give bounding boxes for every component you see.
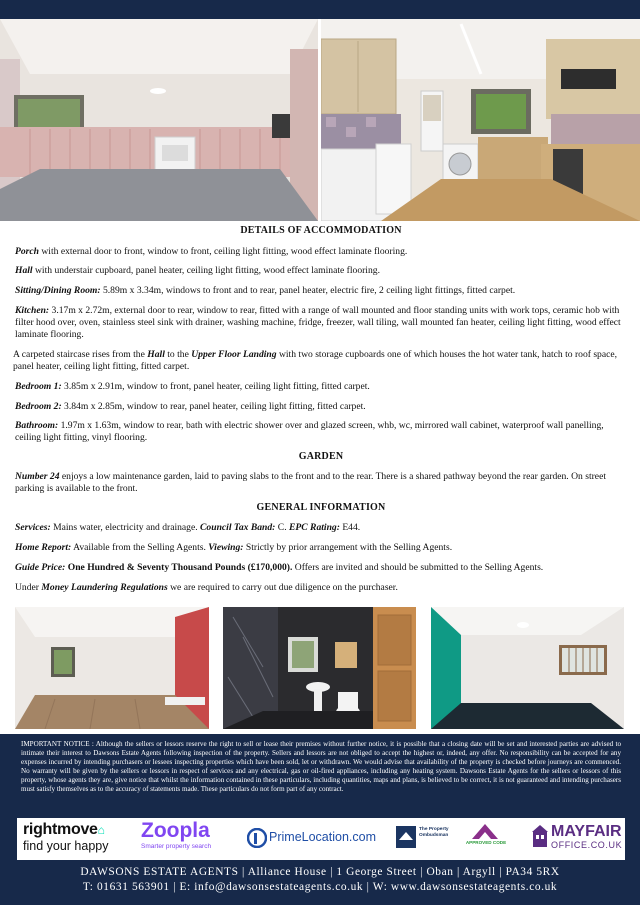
porch-text: with external door to front, window to front, ceiling light fitting, wood effect laminate flooring. [38,245,408,257]
kitchen-photo [321,19,640,221]
rightmove-wordmark: rightmove [23,821,98,838]
staircase-text: with two storage cupboards one of which houses the hot water tank, hatch to roof space, panel heater, ceiling light fitting, fitted carpet. [13,348,618,372]
services-label: Services: [15,521,51,533]
primelocation-wordmark: PrimeLocation.com [269,830,376,844]
mayfair-domain: OFFICE.CO.UK [551,840,623,850]
kitchen-line [15,305,627,341]
money-laundering-line [15,582,627,594]
kitchen-text: 3.17m x 2.72m, external door to rear, window to rear, fitted with a range of wall mounted and floor standing units with work tops, ceramic hob with filter hood over, oven, stainless steel sink with drainer, washing machine, fridge, freezer, wall tiling, wall mounted fan heater, ceiling light fitting, wood effect laminate flooring. [15,305,621,340]
viewing-label: Viewing: [208,541,244,553]
top-navy-bar [0,0,640,19]
garden-label: Number 24 [15,471,60,483]
bathroom-photo [223,607,416,729]
approved-code-logo[interactable] [463,822,509,854]
important-notice-text: IMPORTANT NOTICE : Although the sellers or lessors reserve the right to sell or lease their premises without further notice, it is possible that a closing date will be set and interested parties are advised to intimate their interest to Dawsons Estate Agents following inspection of the property. Sellers and lessors are not obliged to accept the highest or, indeed, any offer. No responsibility can be accepted for any expenses incurred by intending purchasers or lessees inspecting properties which have been sold, let or withdrawn. We would advise that availability of the property is checked before journeys are commenced. No warranty will be given by the sellers or lessors in respect of services and any electrical, gas or oil-fired appliances, including any heating system. Dawsons Estate Agents for the sellers or lessors of this property, whose agents they are, give notice that whilst the information contained in these particulars, including quantities, maps and plans, is believed to be correct, it is not guaranteed and intending purchasers must satisfy themselves as to the accuracy of statements made. These particulars do not form part of any contract. [21,740,621,794]
kitchen-label: Kitchen: [15,305,50,317]
ombudsman-house-icon [396,826,416,848]
zoopla-wordmark: Zoopla [141,819,210,842]
mayfair-building-icon [532,825,548,847]
primelocation-p-icon [247,828,267,848]
viewing-text: Strictly by prior arrangement with the Selling Agents. [243,541,453,553]
bedroom2-label: Bedroom 2: [15,400,62,412]
council-tax-label: Council Tax Band: [200,521,276,533]
money-laundering-pre: Under [15,581,42,593]
portal-logos-strip [17,818,625,860]
upper-landing-label: Upper Floor Landing [191,348,277,360]
bathroom-line [15,420,627,444]
sitting-text: 5.89m x 3.34m, windows to front and to rear, panel heater, electric fire, 2 ceiling light fittings, fitted carpet. [100,285,516,297]
guide-price-value: One Hundred & Seventy Thousand Pounds (£170,000). [65,561,293,573]
general-heading: GENERAL INFORMATION [256,502,386,513]
approved-code-roof-icon [472,822,498,839]
bedroom1-text: 3.85m x 2.91m, window to front, panel heater, ceiling light fitting, fitted carpet. [61,380,370,392]
home-report-text: Available from the Selling Agents. [71,541,209,553]
accommodation-details [15,224,627,594]
hall-label: Hall [15,265,33,277]
staircase-line [13,349,627,373]
money-laundering-label: Money Laundering Regulations [41,581,168,593]
agency-footer [0,865,640,895]
home-report-line [15,542,627,554]
garden-text: enjoys a low maintenance garden, laid to paving slabs to the front and to the rear. There is a shared pathway beyond the rear garden. On street parking is available to the front. [15,471,606,495]
bedroom2-line [15,401,627,413]
guide-price-text: Offers are invited and should be submitted to the Selling Agents. [292,561,544,573]
bedroom-green-wall-photo [431,607,624,729]
guide-price-label: Guide Price: [15,561,66,573]
services-text: Mains water, electricity and drainage. [50,521,201,533]
council-tax-value: C. [275,521,289,533]
hall-text: with understair cupboard, panel heater, ceiling light fitting, wood effect laminate flooring. [32,265,380,277]
guide-price-line [15,562,627,574]
bedroom2-text: 3.84m x 2.85m, window to rear, panel heater, ceiling light fitting, fitted carpet. [61,400,366,412]
staircase-hall: Hall [147,348,165,360]
sitting-room-photo [0,19,318,221]
epc-value: E44. [339,521,361,533]
bathroom-label: Bathroom: [15,420,59,432]
footer-contact[interactable]: T: 01631 563901 | E: info@dawsonsestateagents.co.uk | W: www.dawsonsestateagents.co.uk [82,881,558,893]
sitting-line [15,285,627,297]
hall-line [15,265,627,277]
epc-label: EPC Rating: [289,521,340,533]
staircase-text-mid: to the [164,348,192,360]
staircase-text-start: A carpeted staircase rises from the [13,348,148,360]
property-ombudsman-logo[interactable] [396,824,454,850]
mayfair-wordmark: MAYFAIR [551,823,622,840]
rightmove-tagline: find your happy [23,839,109,853]
zoopla-tagline: Smarter property search [141,843,212,850]
rightmove-logo[interactable] [23,821,108,853]
ombudsman-line2: Ombudsman [419,833,449,838]
footer-address: DAWSONS ESTATE AGENTS | Alliance House | 1 George Street | Oban | Argyll | PA34 5RX [80,866,560,878]
sitting-label: Sitting/Dining Room: [15,285,101,297]
home-report-label: Home Report: [15,541,72,553]
bathroom-text: 1.97m x 1.63m, window to rear, bath with electric shower over and glazed screen, whb, wc, mirrored wall cabinet, waterproof wall panelling, ceiling light fitting, vinyl flooring. [15,420,604,444]
rightmove-house-icon: ⌂ [97,823,105,837]
approved-code-text: APPROVED CODE [465,840,507,845]
porch-line [15,246,627,258]
accommodation-heading: DETAILS OF ACCOMMODATION [240,225,402,236]
ombudsman-line1: The Property [419,827,449,832]
garden-line [15,471,627,495]
bedroom-red-wall-photo [15,607,209,729]
services-line [15,522,627,534]
bedroom1-line [15,381,627,393]
bedroom1-label: Bedroom 1: [15,380,62,392]
money-laundering-text: we are required to carry out due diligence on the purchaser. [167,581,398,593]
zoopla-logo[interactable] [141,820,211,852]
garden-heading: GARDEN [298,451,344,463]
porch-label: Porch [15,245,39,257]
